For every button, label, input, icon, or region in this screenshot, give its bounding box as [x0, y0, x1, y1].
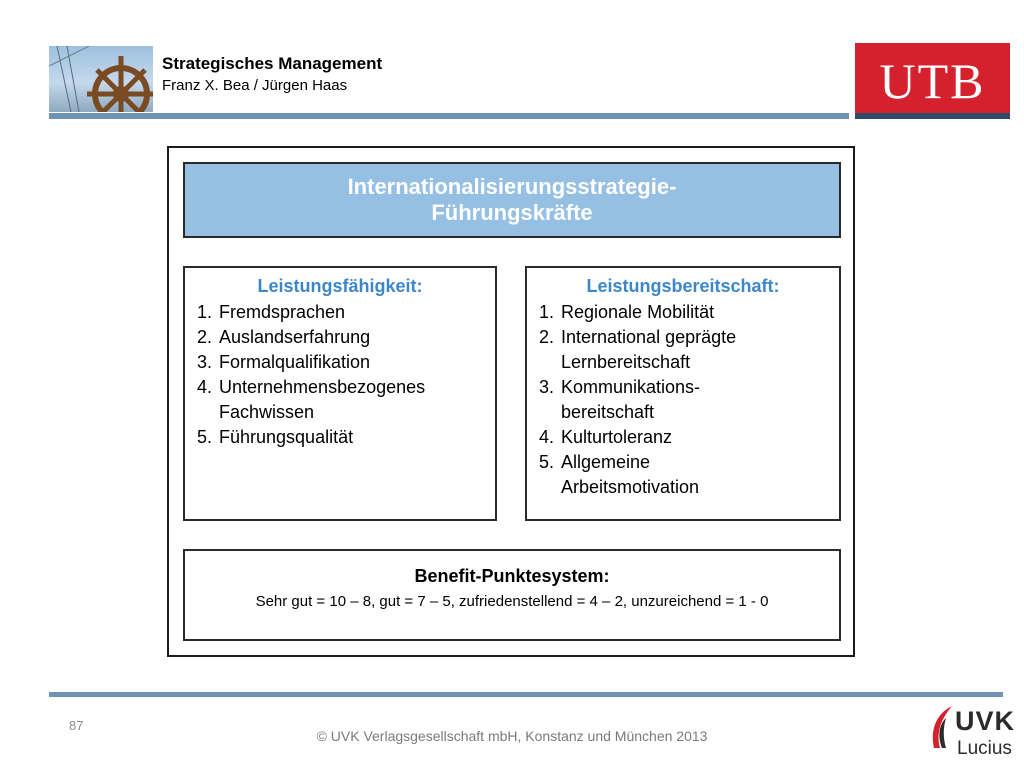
page-number: 87 [69, 718, 84, 733]
uvk-logo-text: UVK [955, 706, 1016, 736]
list-item: 5. Führungsqualität [197, 427, 354, 447]
header-divider [49, 113, 849, 119]
list-item: 3. Formalqualifikation [197, 352, 371, 372]
book-title: Strategisches Management [162, 54, 383, 73]
copyright-text: © UVK Verlagsgesellschaft mbH, Konstanz und München 2013 [316, 728, 708, 744]
diagram-title-line1: Internationalisierungsstrategie- [347, 174, 677, 199]
list-item: 2. International geprägte Lernbereitschaft [539, 327, 737, 372]
diagram-title-box [183, 162, 841, 238]
list-item: 1. Fremdsprachen [197, 302, 346, 322]
benefit-box [183, 549, 841, 641]
list-item: 5. Allgemeine Arbeitsmotivation [539, 452, 700, 497]
sail-logo-icon [926, 704, 956, 752]
leistungsfaehigkeit-heading: Leistungsfähigkeit: [257, 276, 423, 296]
leistungsfaehigkeit-list [197, 300, 495, 450]
book-authors: Franz X. Bea / Jürgen Haas [162, 77, 348, 94]
utb-logo: UTB [855, 43, 1010, 119]
list-item: 2. Auslandserfahrung [197, 327, 371, 347]
leistungsfaehigkeit-box [183, 266, 497, 521]
leistungsbereitschaft-list [539, 300, 839, 500]
list-item: 4. Kulturtoleranz [539, 427, 673, 447]
list-item: 4. Unternehmensbezogenes Fachwissen [197, 377, 426, 422]
ship-wheel-photo [49, 46, 153, 112]
lucius-logo-text: Lucius [957, 738, 1012, 759]
list-item: 3. Kommunikations- bereitschaft [539, 377, 701, 422]
ship-wheel-image [49, 46, 153, 112]
footer-divider [49, 692, 1003, 697]
diagram-title-line2: Führungskräfte [431, 200, 593, 225]
leistungsbereitschaft-heading: Leistungsbereitschaft: [586, 276, 780, 296]
list-item: 1. Regionale Mobilität [539, 302, 715, 322]
benefit-heading: Benefit-Punktesystem: [414, 566, 610, 586]
benefit-scale: Sehr gut = 10 – 8, gut = 7 – 5, zufriedenstellend = 4 – 2, unzureichend = 1 - 0 [255, 593, 769, 610]
leistungsbereitschaft-box [525, 266, 841, 521]
